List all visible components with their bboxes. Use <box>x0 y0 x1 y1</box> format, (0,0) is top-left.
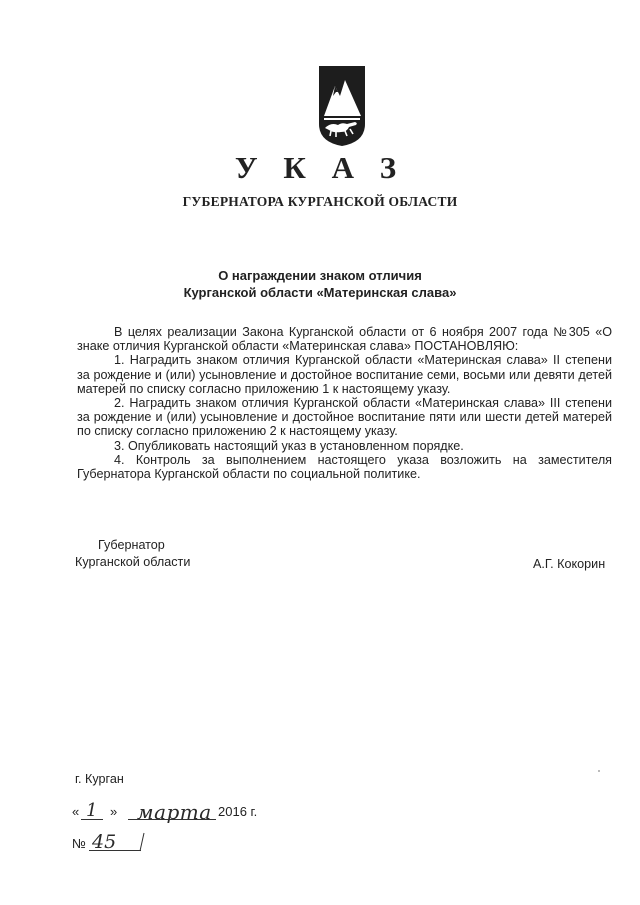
document-issuer: ГУБЕРНАТОРА КУРГАНСКОЙ ОБЛАСТИ <box>182 194 458 209</box>
issue-date <box>72 800 292 824</box>
scan-speck <box>598 770 600 772</box>
item-4-paragraph: 4. Контроль за выполнением настоящего указа возложить на заместителя Губернатора Курганской области по социальной политике. <box>77 452 612 482</box>
document-body <box>77 325 612 481</box>
number-slash-mark <box>138 832 146 852</box>
subject-line-2: Курганской области «Материнская слава» <box>183 285 457 300</box>
date-day-handwritten: 1 <box>86 800 98 821</box>
day-underline <box>81 819 103 820</box>
document-number <box>72 832 172 854</box>
signatory-position-line-1: Губернатор <box>98 538 165 552</box>
signatory-position <box>75 537 190 571</box>
date-close-quote: » <box>110 804 118 819</box>
signatory-name: А.Г. Кокорин <box>533 557 606 571</box>
item-3-paragraph: 3. Опубликовать настоящий указ в установленном порядке. <box>114 438 464 453</box>
number-handwritten: 45 <box>92 831 117 853</box>
signatory-position-line-2: Курганской области <box>75 555 191 569</box>
number-underline <box>89 850 141 851</box>
item-1-paragraph: 1. Наградить знаком отличия Курганской области «Материнская слава» II степени за рождение и (или) усыновление и достойное воспитание семи, восьми или девяти детей матерей по списку согласно приложению 1 к настоящему указу. <box>77 353 612 396</box>
issue-city: г. Курган <box>75 772 124 786</box>
subject-line-1: О награждении знаком отличия <box>218 268 422 283</box>
coat-of-arms-icon <box>311 62 373 148</box>
document-title: У К А З <box>234 150 406 185</box>
number-label: № <box>72 836 86 851</box>
date-year: 2016 г. <box>218 804 258 819</box>
month-underline <box>128 819 216 820</box>
item-2-paragraph: 2. Наградить знаком отличия Курганской области «Материнская слава» III степени за рождение и (или) усыновление и достойное воспитание пяти или шести детей матерей по списку согласно приложению 2 к настоящему указу. <box>77 396 612 439</box>
date-month-handwritten: марта <box>137 800 212 824</box>
document-subject <box>0 267 640 301</box>
date-open-quote: « <box>72 804 80 819</box>
preamble-paragraph: В целях реализации Закона Курганской области от 6 ноября 2007 года №305 «О знаке отличия Курганской области «Материнская слава» ПОСТАНОВЛЯЮ: <box>77 325 612 354</box>
